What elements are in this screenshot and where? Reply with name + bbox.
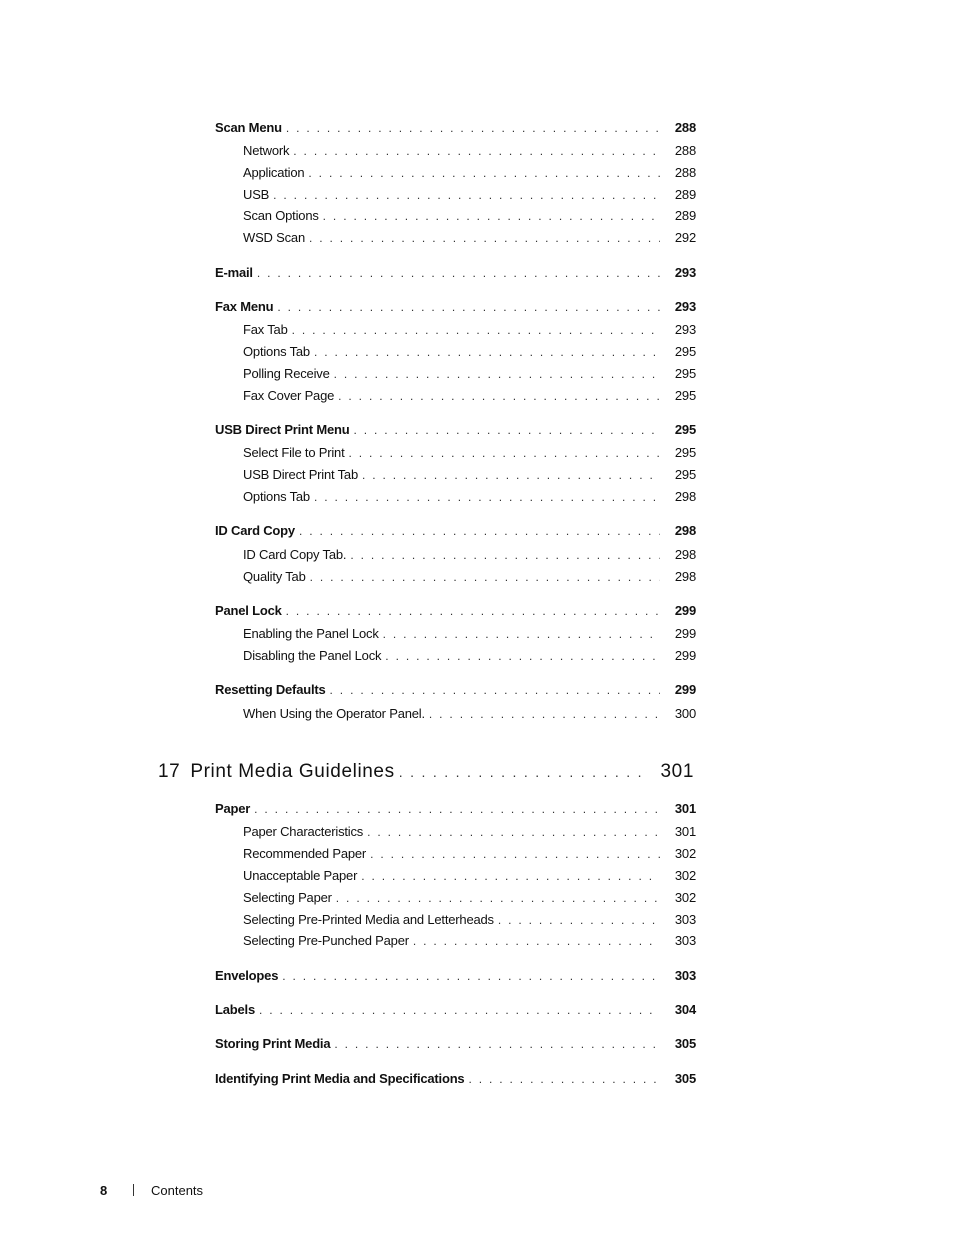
dot-leader	[330, 682, 660, 698]
toc-entry-page: 288	[674, 120, 696, 135]
toc-entry-enabling-the-panel-lock[interactable]	[243, 626, 696, 642]
toc-entry-label: Enabling the Panel Lock	[243, 626, 379, 641]
toc-entry-id-card-copy[interactable]	[215, 523, 696, 539]
toc-chapter-print-media-guidelines[interactable]	[158, 760, 694, 784]
toc-entry-label: Recommended Paper	[243, 846, 367, 861]
toc-entry-label: Labels	[215, 1002, 255, 1017]
toc-entry-unacceptable-paper[interactable]	[243, 868, 696, 884]
toc-entry-panel-lock[interactable]	[215, 603, 696, 619]
dot-leader	[334, 1036, 660, 1052]
toc-entry-usb[interactable]	[243, 187, 696, 203]
toc-entry-page: 302	[674, 868, 696, 883]
toc-entry-id-card-copy-tab[interactable]	[243, 547, 696, 563]
chapter-title: Print Media Guidelines	[190, 761, 395, 782]
toc-entry-label: USB Direct Print Menu	[215, 422, 350, 437]
toc-entry-label: When Using the Operator Panel.	[243, 706, 425, 721]
dot-leader	[286, 120, 660, 136]
toc-entry-label: ID Card Copy	[215, 523, 295, 538]
toc-entry-options-tab[interactable]	[243, 489, 696, 505]
toc-entry-label: Fax Cover Page	[243, 388, 335, 403]
dot-leader	[254, 801, 660, 817]
dot-leader	[286, 603, 660, 619]
toc-entry-page: 295	[674, 388, 696, 403]
dot-leader	[361, 868, 660, 884]
dot-leader	[323, 208, 660, 224]
toc-entry-page: 289	[674, 208, 696, 223]
toc-entry-page: 295	[674, 366, 696, 381]
toc-entry-envelopes[interactable]	[215, 968, 696, 984]
toc-entry-usb-direct-print-tab[interactable]	[243, 467, 696, 483]
toc-entry-quality-tab[interactable]	[243, 569, 696, 585]
toc-entry-page: 302	[674, 846, 696, 861]
toc-entry-page: 305	[674, 1036, 696, 1051]
toc-entry-recommended-paper[interactable]	[243, 846, 696, 862]
toc-entry-paper-characteristics[interactable]	[243, 824, 696, 840]
dot-leader	[293, 143, 660, 159]
toc-entry-scan-options[interactable]	[243, 208, 696, 224]
toc-entry-identifying-print-media[interactable]	[215, 1071, 696, 1087]
toc-entry-resetting-defaults[interactable]	[215, 682, 696, 698]
dot-leader	[259, 1002, 660, 1018]
dot-leader	[350, 547, 660, 563]
toc-entry-page: 303	[674, 968, 696, 983]
toc-entry-label: Network	[243, 143, 290, 158]
toc-entry-page: 295	[674, 422, 696, 437]
toc-entry-label: E-mail	[215, 265, 253, 280]
toc-entry-label: Selecting Paper	[243, 890, 332, 905]
toc-entry-page: 305	[674, 1071, 696, 1086]
toc-entry-select-file-to-print[interactable]	[243, 445, 696, 461]
toc-entry-disabling-the-panel-lock[interactable]	[243, 648, 696, 664]
toc-entry-label: Paper Characteristics	[243, 824, 364, 839]
toc-entry-label: Options Tab	[243, 489, 310, 504]
dot-leader	[314, 344, 660, 360]
dot-leader	[349, 445, 661, 461]
toc-entry-when-using-the-operator-panel[interactable]	[243, 706, 696, 722]
dot-leader	[314, 489, 660, 505]
toc-entry-label: Scan Menu	[215, 120, 282, 135]
toc-entry-page: 303	[674, 912, 696, 927]
dot-leader	[282, 968, 660, 984]
toc-entry-page: 289	[674, 187, 696, 202]
toc-entry-page: 299	[674, 682, 696, 697]
toc-entry-labels[interactable]	[215, 1002, 696, 1018]
toc-entry-page: 293	[674, 299, 696, 314]
dot-leader	[338, 388, 660, 404]
toc-entry-label: Envelopes	[215, 968, 279, 983]
dot-leader	[257, 265, 660, 281]
toc-entry-page: 299	[674, 648, 696, 663]
toc-entry-page: 292	[674, 230, 696, 245]
toc-entry-label: Identifying Print Media and Specifications	[215, 1071, 465, 1086]
toc-entry-selecting-paper[interactable]	[243, 890, 696, 906]
toc-entry-usb-direct-print-menu[interactable]	[215, 422, 696, 438]
toc-entry-scan-menu[interactable]	[215, 120, 696, 136]
toc-entry-label: Application	[243, 165, 305, 180]
dot-leader	[498, 912, 660, 928]
toc-entry-storing-print-media[interactable]	[215, 1036, 696, 1052]
toc-entry-page: 295	[674, 445, 696, 460]
dot-leader	[292, 322, 660, 338]
footer-section-title: Contents	[151, 1182, 204, 1198]
toc-entry-page: 299	[674, 626, 696, 641]
toc-entry-page: 301	[674, 801, 696, 816]
toc-entry-label: Quality Tab	[243, 569, 306, 584]
toc-entry-label: Fax Tab	[243, 322, 288, 337]
dot-leader	[468, 1071, 660, 1087]
toc-entry-page: 298	[674, 489, 696, 504]
dot-leader	[336, 890, 660, 906]
toc-entry-page: 295	[674, 467, 696, 482]
toc-entry-page: 298	[674, 523, 696, 538]
toc-entry-fax-cover-page[interactable]	[243, 388, 696, 404]
dot-leader	[310, 569, 660, 585]
toc-entry-label: Unacceptable Paper	[243, 868, 358, 883]
dot-leader	[277, 299, 660, 315]
toc-entry-label: Paper	[215, 801, 251, 816]
toc-entry-label: Options Tab	[243, 344, 310, 359]
toc-entry-fax-menu[interactable]	[215, 299, 696, 315]
toc-entry-page: 301	[674, 824, 696, 839]
dot-leader	[429, 706, 660, 722]
toc-entry-page: 293	[674, 265, 696, 280]
dot-leader	[413, 933, 660, 949]
toc-entry-network[interactable]	[243, 143, 696, 159]
toc-entry-page: 304	[674, 1002, 696, 1017]
toc-entry-label: ID Card Copy Tab.	[243, 547, 347, 562]
dot-leader	[362, 467, 660, 483]
toc-entry-label: USB	[243, 187, 270, 202]
toc-entry-page: 303	[674, 933, 696, 948]
toc-entry-selecting-pre-printed-media[interactable]	[243, 912, 696, 928]
toc-entry-fax-tab[interactable]	[243, 322, 696, 338]
dot-leader	[308, 165, 660, 181]
toc-entry-page: 288	[674, 143, 696, 158]
toc-entry-label: Disabling the Panel Lock	[243, 648, 382, 663]
page-footer	[100, 1181, 203, 1199]
toc-entry-page: 302	[674, 890, 696, 905]
toc-entry-page: 295	[674, 344, 696, 359]
dot-leader	[273, 187, 660, 203]
toc-entry-page: 300	[674, 706, 696, 721]
dot-leader	[367, 824, 660, 840]
toc-entry-label: Resetting Defaults	[215, 682, 326, 697]
dot-leader	[399, 760, 651, 784]
toc-entry-label: Polling Receive	[243, 366, 330, 381]
toc-entry-label: Scan Options	[243, 208, 319, 223]
toc-entry-polling-receive[interactable]	[243, 366, 696, 382]
toc-entry-label: Fax Menu	[215, 299, 274, 314]
toc-entry-page: 298	[674, 547, 696, 562]
chapter-number: 17	[158, 761, 181, 782]
footer-divider	[133, 1184, 134, 1196]
toc-entry-paper[interactable]	[215, 801, 696, 817]
toc-entry-page: 299	[674, 603, 696, 618]
dot-leader	[334, 366, 660, 382]
dot-leader	[383, 626, 660, 642]
toc-entry-page: 288	[674, 165, 696, 180]
toc-entry-label: Selecting Pre-Punched Paper	[243, 933, 409, 948]
footer-page-number: 8	[100, 1182, 108, 1198]
toc-entry-label: Select File to Print	[243, 445, 345, 460]
toc-entry-wsd-scan[interactable]	[243, 230, 696, 246]
toc-entry-label: USB Direct Print Tab	[243, 467, 358, 482]
toc-entry-page: 298	[674, 569, 696, 584]
toc-entry-label: WSD Scan	[243, 230, 305, 245]
chapter-page: 301	[660, 761, 694, 782]
dot-leader	[385, 648, 660, 664]
dot-leader	[309, 230, 660, 246]
toc-entry-e-mail[interactable]	[215, 265, 696, 281]
toc-entry-label: Selecting Pre-Printed Media and Letterheads	[243, 912, 494, 927]
toc-entry-label: Storing Print Media	[215, 1036, 331, 1051]
toc-entry-selecting-pre-punched-paper[interactable]	[243, 933, 696, 949]
toc-entry-application[interactable]	[243, 165, 696, 181]
dot-leader	[299, 523, 660, 539]
dot-leader	[353, 422, 660, 438]
toc-entry-options-tab[interactable]	[243, 344, 696, 360]
dot-leader	[370, 846, 660, 862]
toc-entry-page: 293	[674, 322, 696, 337]
toc-entry-label: Panel Lock	[215, 603, 282, 618]
